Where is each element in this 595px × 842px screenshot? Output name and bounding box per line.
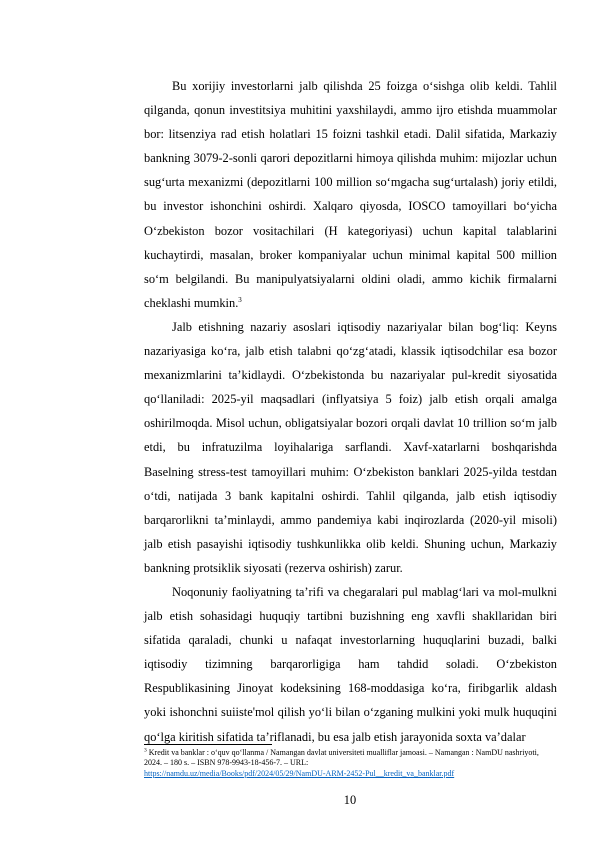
footnote-link[interactable]: https://namdu.uz/media/Books/pdf/2024/05/29/NamDU-ARM-2452-Pul__kredit_va_banklar.pdf <box>144 768 455 778</box>
body-text <box>144 74 557 749</box>
paragraph-1-text: Bu xorijiy investorlarni jalb qilishda 25 foizga o‘sishga olib keldi. Tahlil qilganda, qonun investitsiya muhitini yaxshilaydi, ammo ijro etishda muammolar bor: litsenziya rad etish holatlari 15 foizni tashkil etadi. Dalil sifatida, Markaziy bankning 3079-2-sonli qarori depozitlarni himoya qilishda muhim: mijozlar uchun sug‘urta mexanizmi (depozitlarni 100 million so‘mgacha sug‘urtalash) joriy etildi, bu investor ishonchini oshirdi. Xalqaro qiyosda, IOSCO tamoyillari bo‘yicha O‘zbekiston bozor vositachilari (H kategoriyasi) uchun kapital talablarini kuchaytirdi, masalan, broker kompaniyalar uchun minimal kapital 500 million so‘m belgilandi. Bu manipulyatsiyalarni oldini oladi, ammo kichik firmalarni cheklashi mumkin. <box>144 79 557 310</box>
paragraph-2: Jalb etishning nazariy asoslari iqtisodiy nazariyalar bilan bog‘liq: Keyns nazariyasiga ko‘ra, jalb etish talabni qo‘zg‘atadi, klassik iqtisodchilar esa bozor mexanizmlarini ta’kidlaydi. O‘zbekistonda bu nazariyalar pul-kredit siyosatida qo‘llaniladi: 2025-yil maqsadlari (inflyatsiya 5 foiz) jalb etish orqali amalga oshirilmoqda. Misol uchun, obligatsiyalar bozori orqali davlat 10 trillion so‘m jalb etdi, bu infratuzilma loyihalariga sarflandi. Xavf-xatarlarni boshqarishda Baselning stress-test tamoyillari muhim: O‘zbekiston banklari 2025-yilda testdan o‘tdi, natijada 3 bank kapitalni oshirdi. Tahlil qilganda, jalb etish iqtisodiy barqarorlikni ta’minlaydi, ammo pandemiya kabi inqirozlarda (2020-yil misoli) jalb etish pasayishi iqtisodiy tushkunlikka olib keldi. Shuning uchun, Markaziy bankning protsiklik siyosati (rezerva oshirish) zarur. <box>144 319 557 575</box>
footnote-ref[interactable]: 3 <box>238 295 242 304</box>
paragraph-1 <box>144 74 557 315</box>
footnote-text: Kredit va banklar : o‘quv qo‘llanma / Namangan davlat universiteti mualliflar jamoasi. – Namangan : NamDU nashriyoti, 2024. – 180 s. – ISBN 978-9943-18-456-7. – URL: <box>144 748 539 768</box>
footnote-separator <box>144 744 272 745</box>
footnote-number: 3 <box>144 747 147 754</box>
page-number: 10 <box>343 793 357 807</box>
paragraph-3: Noqonuniy faoliyatning ta’rifi va chegaralari pul mablag‘lari va mol-mulkni jalb etish sohasidagi huquqiy tartibni buzishning eng xavfli shakllaridan biri sifatida qaraladi, chunki u nafaqat investorlarning huquqlarini buzadi, balki iqtisodiy tizimning barqarorligiga ham tahdid soladi. O‘zbekiston Respublikasining Jinoyat kodeksining 168-moddasiga ko‘ra, firibgarlik aldash yoki ishonchni suiiste'mol qilish yo‘li bilan o‘zganing mulkini yoki mulk huquqini qo‘lga kiritish sifatida ta’riflanadi, bu esa jalb etish jarayonida soxta va’dalar <box>144 584 557 744</box>
footnote <box>144 748 557 779</box>
